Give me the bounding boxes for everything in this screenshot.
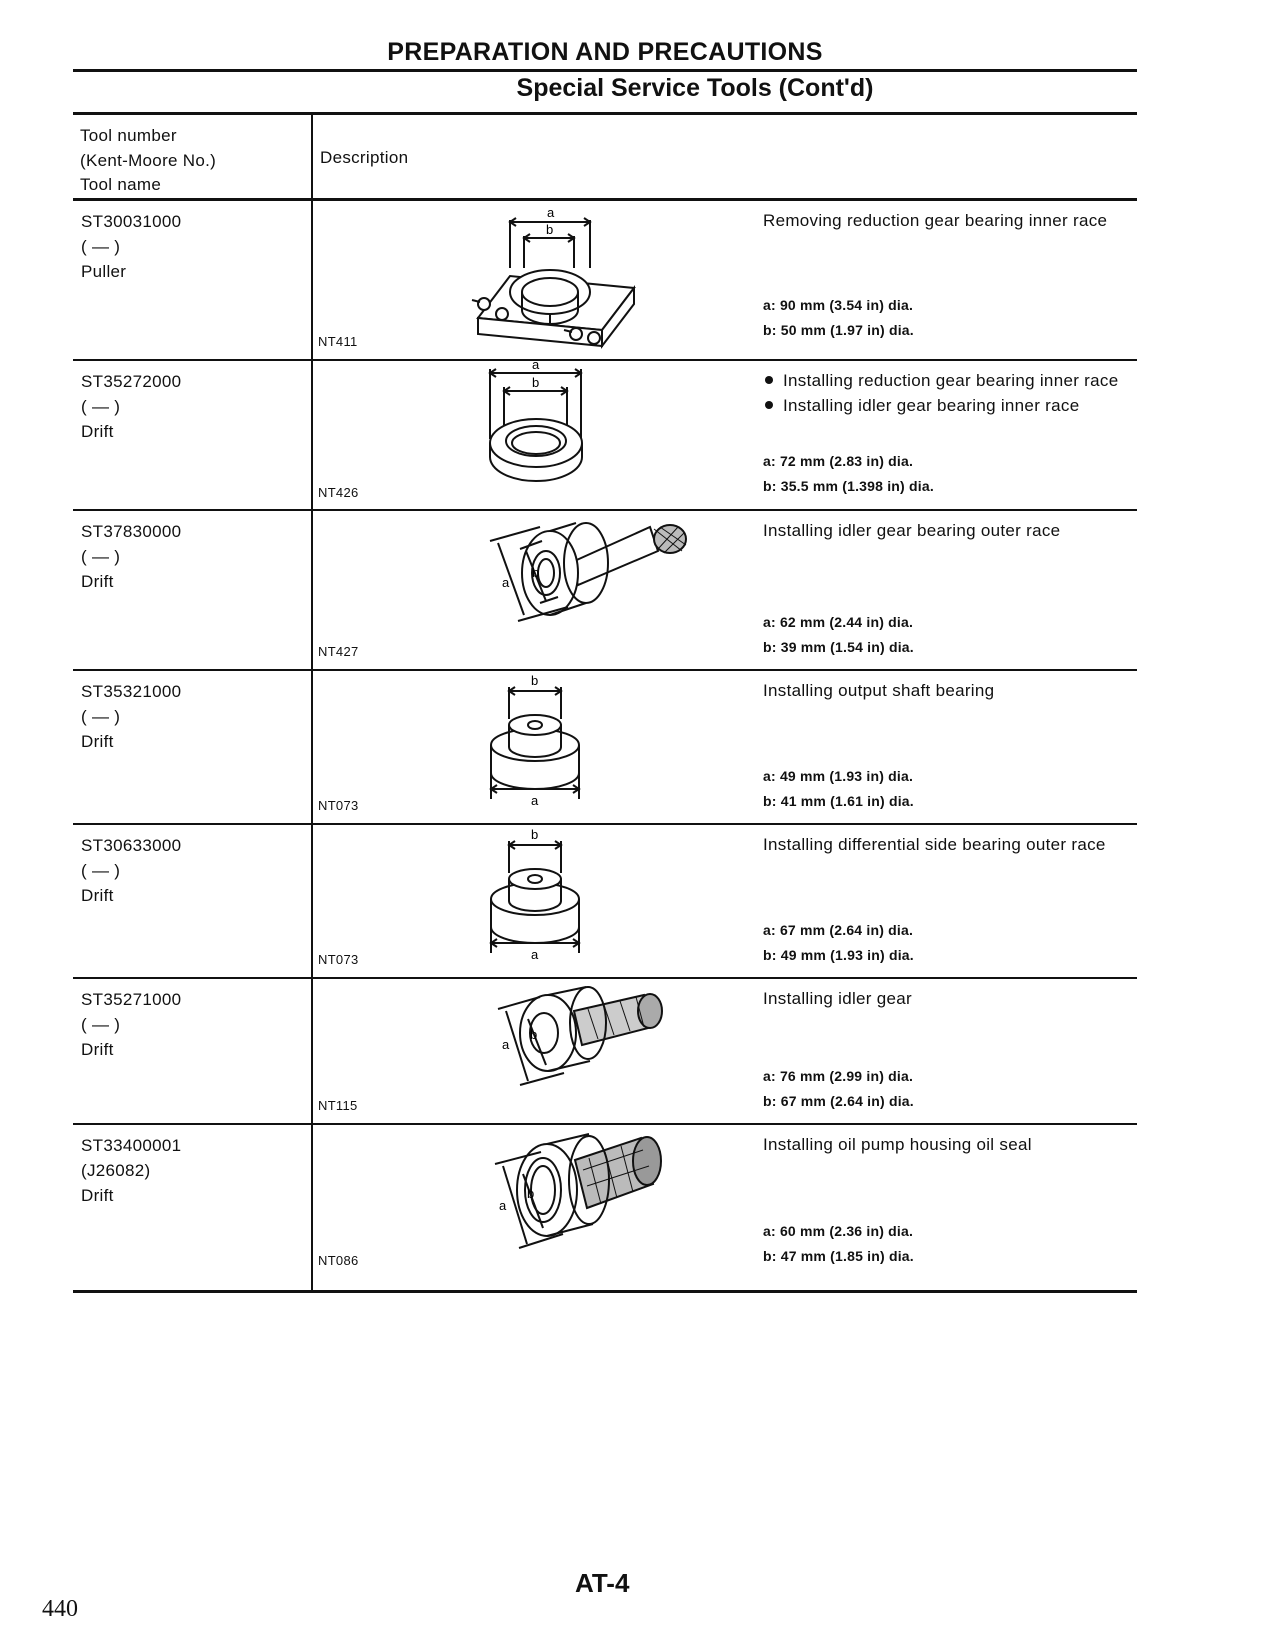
dimension-b: b: 47 mm (1.85 in) dia. bbox=[763, 1248, 914, 1264]
kent-moore-number: ( — ) bbox=[81, 547, 121, 566]
tool-dimensions bbox=[763, 1219, 914, 1269]
section-title: PREPARATION AND PRECAUTIONS bbox=[387, 38, 823, 66]
tool-name: Puller bbox=[81, 262, 127, 281]
dimension-label-a: a bbox=[531, 793, 539, 808]
dimension-a: a: 90 mm (3.54 in) dia. bbox=[763, 297, 914, 313]
tool-dimensions bbox=[763, 1064, 914, 1114]
tool-id-cell bbox=[81, 679, 181, 754]
dimension-label-b: b bbox=[530, 1027, 538, 1042]
kent-moore-number: ( — ) bbox=[81, 237, 121, 256]
tool-id-cell bbox=[81, 209, 181, 284]
header-kent-moore: (Kent-Moore No.) bbox=[80, 150, 217, 170]
header-description: Description bbox=[320, 148, 409, 167]
tool-name: Drift bbox=[81, 572, 114, 591]
dimension-b: b: 35.5 mm (1.398 in) dia. bbox=[763, 478, 934, 494]
kent-moore-number: ( — ) bbox=[81, 861, 121, 880]
tool-name: Drift bbox=[81, 732, 114, 751]
tool-dimensions bbox=[763, 293, 914, 343]
tool-dimensions bbox=[763, 610, 914, 660]
figure-code: NT115 bbox=[318, 1098, 358, 1113]
stepped-drift-illustration bbox=[473, 673, 613, 813]
page-number: 440 bbox=[42, 1596, 78, 1622]
description-item: Installing reduction gear bearing inner race bbox=[763, 368, 1123, 393]
table-row bbox=[73, 825, 1137, 977]
tool-id-cell bbox=[81, 519, 181, 594]
dimension-b: b: 41 mm (1.61 in) dia. bbox=[763, 793, 914, 809]
dimension-label-b: b bbox=[531, 827, 539, 842]
tool-number: ST35271000 bbox=[81, 990, 182, 1009]
dimension-a: a: 72 mm (2.83 in) dia. bbox=[763, 453, 914, 469]
tool-name: Drift bbox=[81, 1040, 114, 1059]
dimension-b: b: 67 mm (2.64 in) dia. bbox=[763, 1093, 914, 1109]
table-row bbox=[73, 511, 1137, 669]
dimension-label-a: a bbox=[547, 206, 555, 220]
figure-code: NT411 bbox=[318, 334, 358, 349]
tool-name: Drift bbox=[81, 886, 114, 905]
dimension-b: b: 50 mm (1.97 in) dia. bbox=[763, 322, 914, 338]
dimension-a: a: 60 mm (2.36 in) dia. bbox=[763, 1223, 914, 1239]
dimension-label-b: b bbox=[527, 1186, 535, 1201]
tool-dimensions bbox=[763, 764, 914, 814]
dimension-a: a: 76 mm (2.99 in) dia. bbox=[763, 1068, 914, 1084]
description-list bbox=[763, 368, 1123, 418]
figure-code: NT073 bbox=[318, 798, 359, 813]
tool-dimensions bbox=[763, 918, 914, 968]
tool-number: ST35272000 bbox=[81, 372, 182, 391]
kent-moore-number: (J26082) bbox=[81, 1161, 151, 1180]
dimension-a: a: 62 mm (2.44 in) dia. bbox=[763, 614, 914, 630]
subtitle-rule bbox=[73, 112, 1137, 115]
tool-description: Installing oil pump housing oil seal bbox=[763, 1135, 1032, 1154]
dimension-label-b: b bbox=[546, 222, 554, 237]
tool-id-cell bbox=[81, 369, 181, 444]
tool-number: ST37830000 bbox=[81, 522, 182, 541]
drift-ring-illustration bbox=[478, 361, 628, 486]
header-tool-number: Tool number bbox=[80, 126, 177, 145]
figure-code: NT086 bbox=[318, 1253, 359, 1268]
drift-handle-illustration bbox=[448, 981, 708, 1096]
dimension-label-a: a bbox=[531, 947, 539, 962]
dimension-label-a: a bbox=[532, 361, 540, 372]
table-bottom-rule bbox=[73, 1290, 1137, 1293]
description-item: Installing idler gear bearing inner race bbox=[763, 393, 1123, 418]
figure-code: NT426 bbox=[318, 485, 359, 500]
dimension-b: b: 39 mm (1.54 in) dia. bbox=[763, 639, 914, 655]
tool-description: Installing idler gear bearing outer race bbox=[763, 521, 1061, 540]
tool-id-cell bbox=[81, 833, 181, 908]
header-tool-column bbox=[80, 124, 216, 198]
tool-description: Removing reduction gear bearing inner race bbox=[763, 211, 1108, 230]
header-tool-name: Tool name bbox=[80, 175, 162, 194]
tool-description bbox=[763, 368, 1123, 418]
stepped-drift-illustration bbox=[473, 827, 613, 967]
drift-handle-illustration bbox=[443, 1130, 703, 1260]
kent-moore-number: ( — ) bbox=[81, 397, 121, 416]
dimension-b: b: 49 mm (1.93 in) dia. bbox=[763, 947, 914, 963]
tool-description: Installing output shaft bearing bbox=[763, 681, 995, 700]
kent-moore-number: ( — ) bbox=[81, 707, 121, 726]
tool-number: ST30633000 bbox=[81, 836, 182, 855]
title-rule bbox=[73, 69, 1137, 72]
figure-code: NT073 bbox=[318, 952, 359, 967]
dimension-a: a: 49 mm (1.93 in) dia. bbox=[763, 768, 914, 784]
dimension-label-a: a bbox=[499, 1198, 507, 1213]
dimension-label-b: b bbox=[531, 673, 539, 688]
tool-name: Drift bbox=[81, 422, 114, 441]
kent-moore-number: ( — ) bbox=[81, 1015, 121, 1034]
tool-id-cell bbox=[81, 987, 181, 1062]
dimension-a: a: 67 mm (2.64 in) dia. bbox=[763, 922, 914, 938]
table-row bbox=[73, 979, 1137, 1123]
table-row bbox=[73, 201, 1137, 359]
dimension-label-a: a bbox=[502, 1037, 510, 1052]
tool-id-cell bbox=[81, 1133, 181, 1208]
table-row bbox=[73, 1125, 1137, 1290]
drift-handle-illustration bbox=[438, 511, 738, 641]
tool-dimensions bbox=[763, 449, 934, 499]
tool-number: ST33400001 bbox=[81, 1136, 182, 1155]
tool-description: Installing differential side bearing outer race bbox=[763, 835, 1106, 854]
tool-name: Drift bbox=[81, 1186, 114, 1205]
dimension-label-b: b bbox=[532, 565, 540, 580]
page-id: AT-4 bbox=[575, 1568, 630, 1598]
subtitle: Special Service Tools (Cont'd) bbox=[516, 74, 874, 102]
dimension-label-b: b bbox=[532, 375, 540, 390]
puller-illustration bbox=[458, 206, 658, 356]
dimension-label-a: a bbox=[502, 575, 510, 590]
figure-code: NT427 bbox=[318, 644, 359, 659]
table-row bbox=[73, 671, 1137, 823]
tool-number: ST35321000 bbox=[81, 682, 182, 701]
table-row bbox=[73, 361, 1137, 509]
tool-number: ST30031000 bbox=[81, 212, 182, 231]
tool-description: Installing idler gear bbox=[763, 989, 912, 1008]
